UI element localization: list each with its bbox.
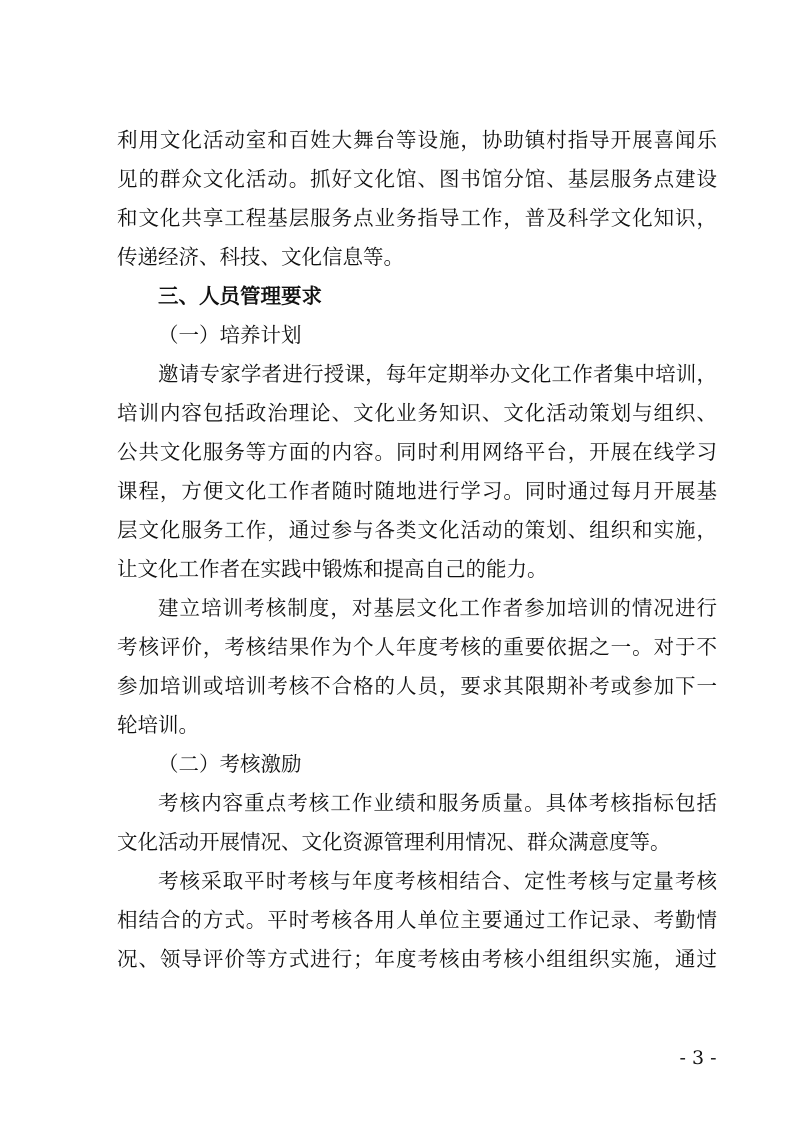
paragraph-first-line: 建立培训考核制度，对基层文化工作者参加培训的情况进行 [158, 596, 717, 620]
body-text-line: 课程，方便文化工作者随时随地进行学习。同时通过每月开展基 [117, 479, 717, 503]
body-text-line: 考核评价，考核结果作为个人年度考核的重要依据之一。对于不 [117, 635, 717, 659]
body-text-line: 传递经济、科技、文化信息等。 [117, 245, 404, 269]
body-text-line: 轮培训。 [117, 713, 199, 737]
body-text-line: 见的群众文化活动。抓好文化馆、图书馆分馆、基层服务点建设 [117, 167, 717, 191]
body-text-line: 参加培训或培训考核不合格的人员，要求其限期补考或参加下一 [117, 674, 717, 698]
body-text-line: 利用文化活动室和百姓大舞台等设施，协助镇村指导开展喜闻乐 [117, 128, 717, 152]
paragraph-first-line: 考核内容重点考核工作业绩和服务质量。具体考核指标包括 [158, 791, 717, 815]
body-text-line: 文化活动开展情况、文化资源管理利用情况、群众满意度等。 [117, 830, 671, 854]
body-text-line: 相结合的方式。平时考核各用人单位主要通过工作记录、考勤情 [117, 908, 717, 932]
paragraph-first-line: 邀请专家学者进行授课，每年定期举办文化工作者集中培训， [158, 362, 717, 386]
section-heading: 三、人员管理要求 [158, 284, 322, 308]
body-text-line: 层文化服务工作，通过参与各类文化活动的策划、组织和实施， [117, 518, 717, 542]
body-text-line: 和文化共享工程基层服务点业务指导工作，普及科学文化知识， [117, 206, 717, 230]
body-text-line: 让文化工作者在实践中锻炼和提高自己的能力。 [117, 557, 548, 581]
subsection-heading: （一）培养计划 [158, 323, 302, 347]
subsection-heading: （二）考核激励 [158, 752, 302, 776]
body-text-line: 公共文化服务等方面的内容。同时利用网络平台，开展在线学习 [117, 440, 717, 464]
paragraph-first-line: 考核采取平时考核与年度考核相结合、定性考核与定量考核 [158, 869, 717, 893]
body-text-line: 况、领导评价等方式进行；年度考核由考核小组组织实施，通过 [117, 947, 717, 971]
body-text-line: 培训内容包括政治理论、文化业务知识、文化活动策划与组织、 [117, 401, 717, 425]
page-number: - 3 - [679, 1047, 717, 1069]
